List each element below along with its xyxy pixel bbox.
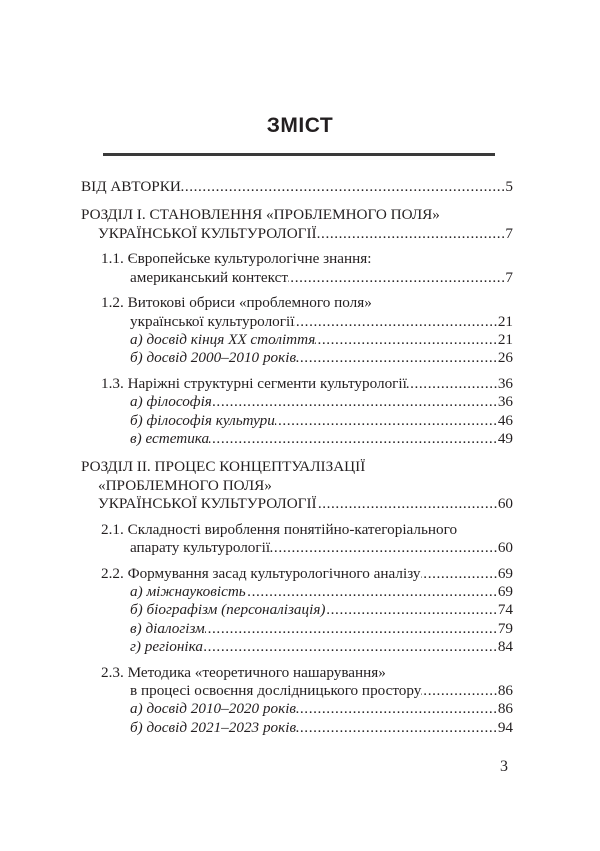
toc-entry-title: а) досвід кінця ХХ століття — [130, 331, 316, 349]
toc-page-number: 21 — [497, 312, 513, 330]
toc-page-number: 7 — [505, 268, 513, 286]
toc-entry-title: РОЗДІЛ ІІ. ПРОЦЕС КОНЦЕПТУАЛІЗАЦІЇ — [81, 458, 366, 476]
toc-entry-title: а) міжнауковість — [130, 583, 246, 601]
toc-line — [81, 638, 513, 656]
toc-page-number: 5 — [505, 178, 513, 195]
toc-entry-title: РОЗДІЛ І. СТАНОВЛЕННЯ «ПРОБЛЕМНОГО ПОЛЯ» — [81, 206, 440, 224]
page-title: ЗМІСТ — [266, 114, 334, 137]
toc-line — [81, 269, 513, 287]
toc-page-number: 60 — [497, 494, 513, 512]
toc-entry-title: г) регіоніка — [130, 638, 203, 656]
toc-page-number: 7 — [505, 224, 513, 242]
dot-leader — [421, 565, 498, 583]
toc-line — [81, 250, 513, 268]
toc-entry-title: в) естетика — [130, 430, 210, 448]
toc-line — [81, 412, 513, 430]
toc-entry[interactable] — [81, 601, 513, 619]
toc-line — [81, 458, 513, 476]
dot-leader — [317, 225, 506, 243]
dot-leader — [209, 430, 498, 448]
toc-line — [81, 565, 513, 583]
toc-entry[interactable] — [81, 565, 513, 583]
toc-entry-title: української культурології — [130, 312, 295, 330]
toc-entry[interactable] — [81, 458, 513, 513]
toc-page-number: 74 — [497, 601, 513, 619]
toc-entry-title: а) філософія — [130, 393, 212, 411]
toc-entry-title: американський контекст — [130, 268, 289, 286]
toc-line — [81, 313, 513, 331]
page-number: 3 — [500, 758, 508, 775]
toc-entry-title: 2.1. Складності вироблення понятійно-категоріального — [101, 520, 458, 538]
toc-line — [81, 539, 513, 557]
toc-page-number: 36 — [497, 375, 513, 393]
toc-entry-title: б) досвід 2000–2010 років — [130, 349, 297, 367]
toc-page-number: 94 — [497, 718, 513, 736]
toc-entry-title: а) досвід 2010–2020 років — [130, 700, 297, 718]
toc-page-number: 84 — [497, 638, 513, 656]
dot-leader — [421, 682, 497, 700]
toc-line — [81, 430, 513, 448]
toc-page-number: 60 — [497, 539, 513, 557]
dot-leader — [246, 583, 498, 601]
toc-line — [81, 225, 513, 243]
toc-line — [81, 477, 513, 495]
toc-line — [81, 620, 513, 638]
toc-entry[interactable] — [81, 349, 513, 367]
dot-leader — [296, 719, 498, 737]
toc-entry-title: апарату культурології — [130, 539, 271, 557]
toc-line — [81, 521, 513, 539]
toc-page-number: 36 — [497, 393, 513, 411]
toc-line — [81, 682, 513, 700]
toc-entry-title: УКРАЇНСЬКОЇ КУЛЬТУРОЛОГІЇ — [98, 224, 317, 242]
toc-entry[interactable] — [81, 700, 513, 718]
toc-line — [81, 700, 513, 718]
dot-leader — [181, 178, 506, 196]
table-of-contents — [81, 178, 513, 737]
dot-leader — [294, 313, 497, 331]
dot-leader — [407, 375, 498, 393]
dot-leader — [275, 412, 498, 430]
toc-line — [81, 601, 513, 619]
toc-entry-title: ВІД АВТОРКИ — [81, 178, 181, 195]
toc-entry-title: УКРАЇНСЬКОЇ КУЛЬТУРОЛОГІЇ — [98, 494, 317, 512]
toc-line — [81, 294, 513, 312]
toc-line — [81, 206, 513, 224]
toc-entry[interactable] — [81, 250, 513, 287]
toc-page-number: 21 — [497, 331, 513, 349]
toc-line — [81, 349, 513, 367]
dot-leader — [270, 539, 498, 557]
toc-entry[interactable] — [81, 375, 513, 393]
toc-line — [81, 495, 513, 513]
toc-entry[interactable] — [81, 294, 513, 331]
dot-leader — [212, 393, 498, 411]
toc-entry[interactable] — [81, 664, 513, 701]
dot-leader — [296, 349, 498, 367]
toc-page-number: 46 — [497, 411, 513, 429]
toc-entry-title: 2.3. Методика «теоретичного нашарування» — [101, 663, 386, 681]
toc-line — [81, 178, 513, 196]
toc-entry[interactable] — [81, 430, 513, 448]
toc-entry[interactable] — [81, 583, 513, 601]
toc-page-number: 69 — [497, 564, 513, 582]
dot-leader — [315, 331, 497, 349]
title-divider — [103, 153, 495, 156]
toc-entry[interactable] — [81, 178, 513, 196]
toc-entry[interactable] — [81, 331, 513, 349]
toc-page-number: 49 — [497, 430, 513, 448]
toc-entry-title: 2.2. Формування засад культурологічного аналізу — [101, 564, 421, 582]
toc-line — [81, 331, 513, 349]
toc-page-number: 86 — [497, 700, 513, 718]
dot-leader — [317, 495, 498, 513]
toc-line — [81, 664, 513, 682]
toc-entry[interactable] — [81, 620, 513, 638]
dot-leader — [205, 620, 498, 638]
toc-page-number: 79 — [497, 619, 513, 637]
toc-entry-title: «ПРОБЛЕМНОГО ПОЛЯ» — [98, 476, 272, 494]
dot-leader — [325, 601, 497, 619]
toc-line — [81, 375, 513, 393]
toc-entry[interactable] — [81, 393, 513, 411]
toc-entry[interactable] — [81, 719, 513, 737]
toc-page-number: 26 — [497, 349, 513, 367]
toc-entry-title: в) діалогізм — [130, 619, 205, 637]
dot-leader — [288, 269, 505, 287]
toc-entry[interactable] — [81, 412, 513, 430]
dot-leader — [203, 638, 498, 656]
toc-line — [81, 719, 513, 737]
toc-entry[interactable] — [81, 206, 513, 243]
dot-leader — [296, 700, 498, 718]
toc-entry-title: б) досвід 2021–2023 років — [130, 718, 297, 736]
toc-entry-title: 1.1. Європейське культурологічне знання: — [101, 250, 372, 268]
toc-entry[interactable] — [81, 521, 513, 558]
toc-page-number: 69 — [497, 583, 513, 601]
toc-line — [81, 583, 513, 601]
toc-entry-title: в процесі освоєння дослідницького простору — [130, 682, 422, 700]
toc-entry[interactable] — [81, 638, 513, 656]
toc-page-number: 86 — [497, 682, 513, 700]
toc-entry-title: 1.3. Наріжні структурні сегменти культурології — [101, 375, 407, 393]
toc-entry-title: б) філософія культури — [130, 411, 275, 429]
toc-line — [81, 393, 513, 411]
toc-entry-title: 1.2. Витокові обриси «проблемного поля» — [101, 294, 372, 312]
toc-entry-title: б) біографізм (персоналізація) — [130, 601, 326, 619]
